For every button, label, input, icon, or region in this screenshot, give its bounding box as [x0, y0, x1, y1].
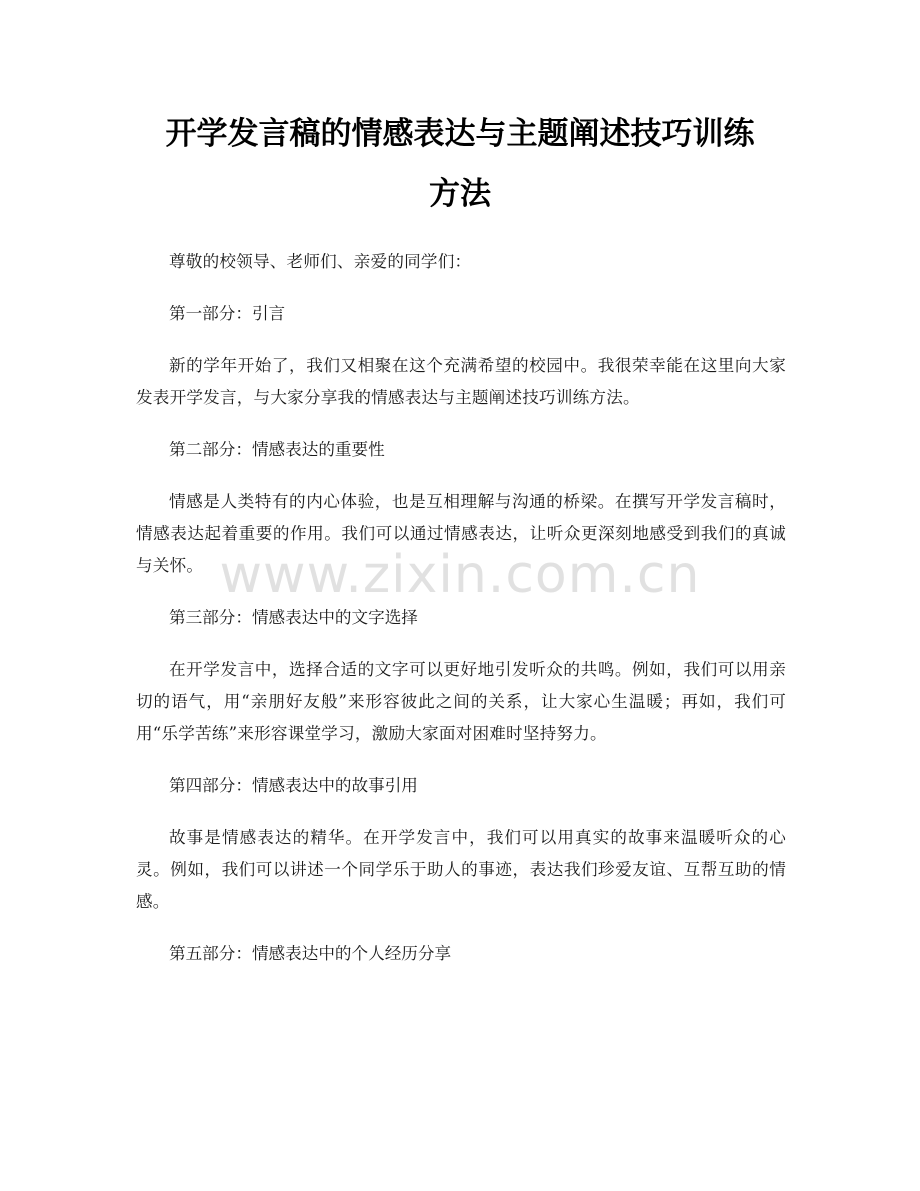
document-body	[136, 246, 786, 990]
title-line-1: 开学发言稿的情感表达与主题阐述技巧训练	[165, 116, 755, 152]
salutation: 尊敬的校领导、老师们、亲爱的同学们：	[169, 252, 472, 271]
section-paragraph-1: 新的学年开始了，我们又相聚在这个充满希望的校园中。我很荣幸能在这里向大家发表开学发言，与大家分享我的情感表达与主题阐述技巧训练方法。	[136, 356, 786, 407]
section-heading-5: 第五部分：情感表达中的个人经历分享	[169, 944, 452, 963]
section-paragraph-3: 在开学发言中，选择合适的文字可以更好地引发听众的共鸣。例如，我们可以用亲切的语气，用“亲朋好友般”来形容彼此之间的关系，让大家心生温暖；再如，我们可用“乐学苦练”来形容课堂学习，激励大家面对困难时坚持努力。	[136, 660, 786, 743]
title-line-2: 方法	[429, 176, 491, 212]
section-heading-2: 第二部分：情感表达的重要性	[169, 440, 385, 459]
section-heading-1: 第一部分：引言	[169, 304, 286, 323]
document-title	[110, 104, 810, 224]
section-heading-4: 第四部分：情感表达中的故事引用	[169, 776, 418, 795]
watermark: www.zixin.com.cn	[219, 545, 701, 605]
section-heading-3: 第三部分：情感表达中的文字选择	[169, 608, 418, 627]
section-paragraph-2: 情感是人类特有的内心体验，也是互相理解与沟通的桥梁。在撰写开学发言稿时，情感表达起着重要的作用。我们可以通过情感表达，让听众更深刻地感受到我们的真诚与关怀。	[136, 492, 786, 575]
section-paragraph-4: 故事是情感表达的精华。在开学发言中，我们可以用真实的故事来温暖听众的心灵。例如，我们可以讲述一个同学乐于助人的事迹，表达我们珍爱友谊、互帮互助的情感。	[136, 828, 786, 911]
